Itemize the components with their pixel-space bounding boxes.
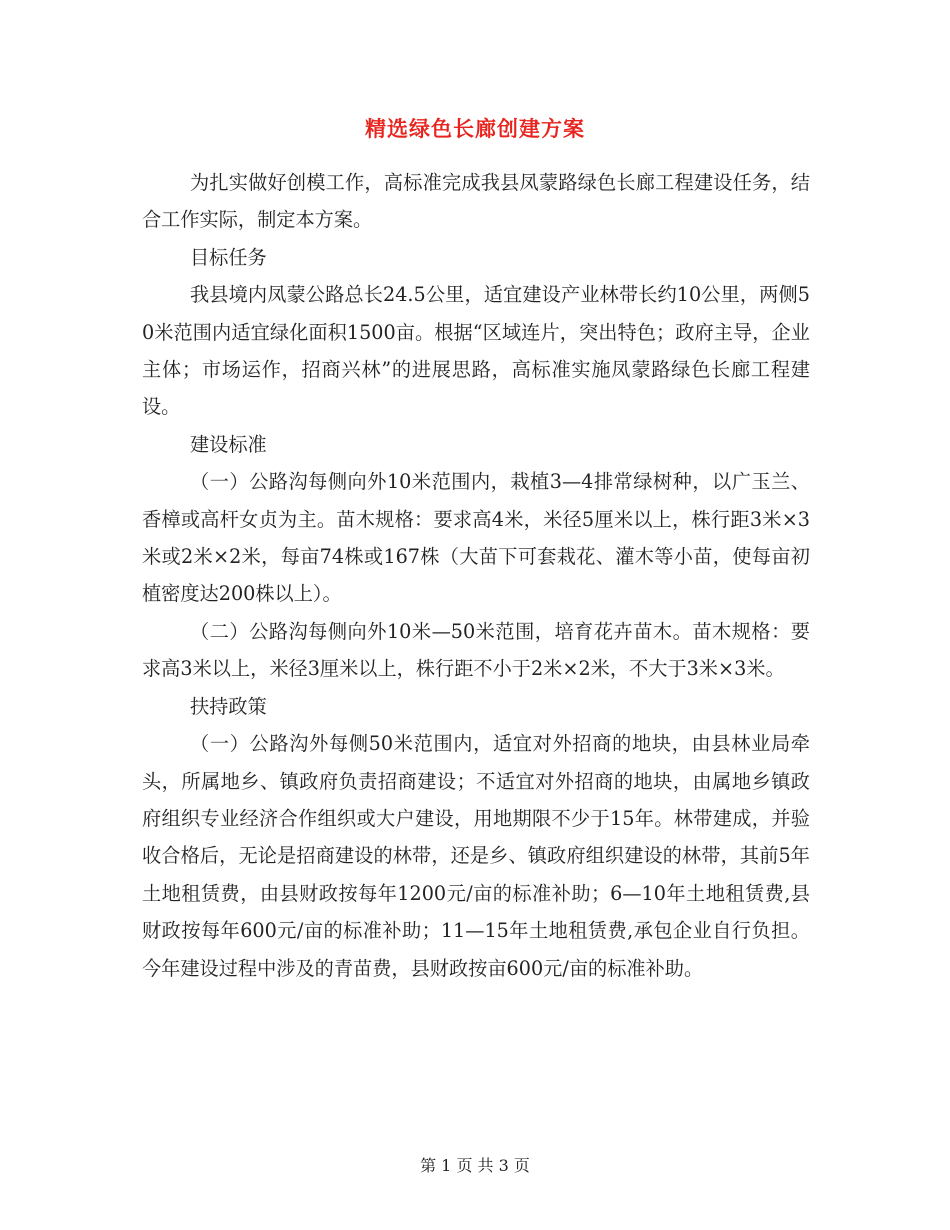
document-title: 精选绿色长廊创建方案 bbox=[365, 116, 585, 141]
standards-paragraph-1: （一）公路沟每侧向外10米范围内，栽植3—4排常绿树种，以广玉兰、香樟或高杆女贞为主。苗木规格：要求高4米，米径5厘米以上，株行距3米×3米或2米×2米，每亩74株或167株（大苗下可套栽花、灌木等小苗，使每亩初植密度达200株以上）。 bbox=[142, 470, 810, 606]
intro-paragraph: 为扎实做好创模工作，高标准完成我县凤蒙路绿色长廊工程建设任务，结合工作实际，制定本方案。 bbox=[142, 171, 810, 232]
section-heading-standards: 建设标准 bbox=[190, 432, 267, 456]
page-number-footer: 第 1 页 共 3 页 bbox=[420, 1156, 530, 1175]
goals-paragraph: 我县境内凤蒙公路总长24.5公里，适宜建设产业林带长约10公里，两侧50米范围内适宜绿化面积1500亩。根据“区域连片，突出特色；政府主导，企业主体；市场运作，招商兴林”的进展思路，高标准实施凤蒙路绿色长廊工程建设。 bbox=[142, 283, 810, 419]
section-heading-policy: 扶持政策 bbox=[190, 694, 267, 718]
standards-paragraph-2: （二）公路沟每侧向外10米—50米范围，培育花卉苗木。苗木规格：要求高3米以上，米径3厘米以上，株行距不小于2米×2米，不大于3米×3米。 bbox=[142, 619, 810, 681]
policy-paragraph-1: （一）公路沟外每侧50米范围内，适宜对外招商的地块，由县林业局牵头，所属地乡、镇政府负责招商建设；不适宜对外招商的地块，由属地乡镇政府组织专业经济合作组织或大户建设，用地期限不少于15年。林带建成，并验收合格后，无论是招商建设的林带，还是乡、镇政府组织建设的林带，其前5年土地租赁费，由县财政按每年1200元/亩的标准补助；6—10年土地租赁费,县财政按每年600元/亩的标准补助；11—15年土地租赁费,承包企业自行负担。今年建设过程中涉及的青苗费，县财政按亩600元/亩的标准补助。 bbox=[142, 732, 810, 980]
section-heading-goals: 目标任务 bbox=[190, 245, 267, 269]
document-body bbox=[142, 164, 810, 987]
